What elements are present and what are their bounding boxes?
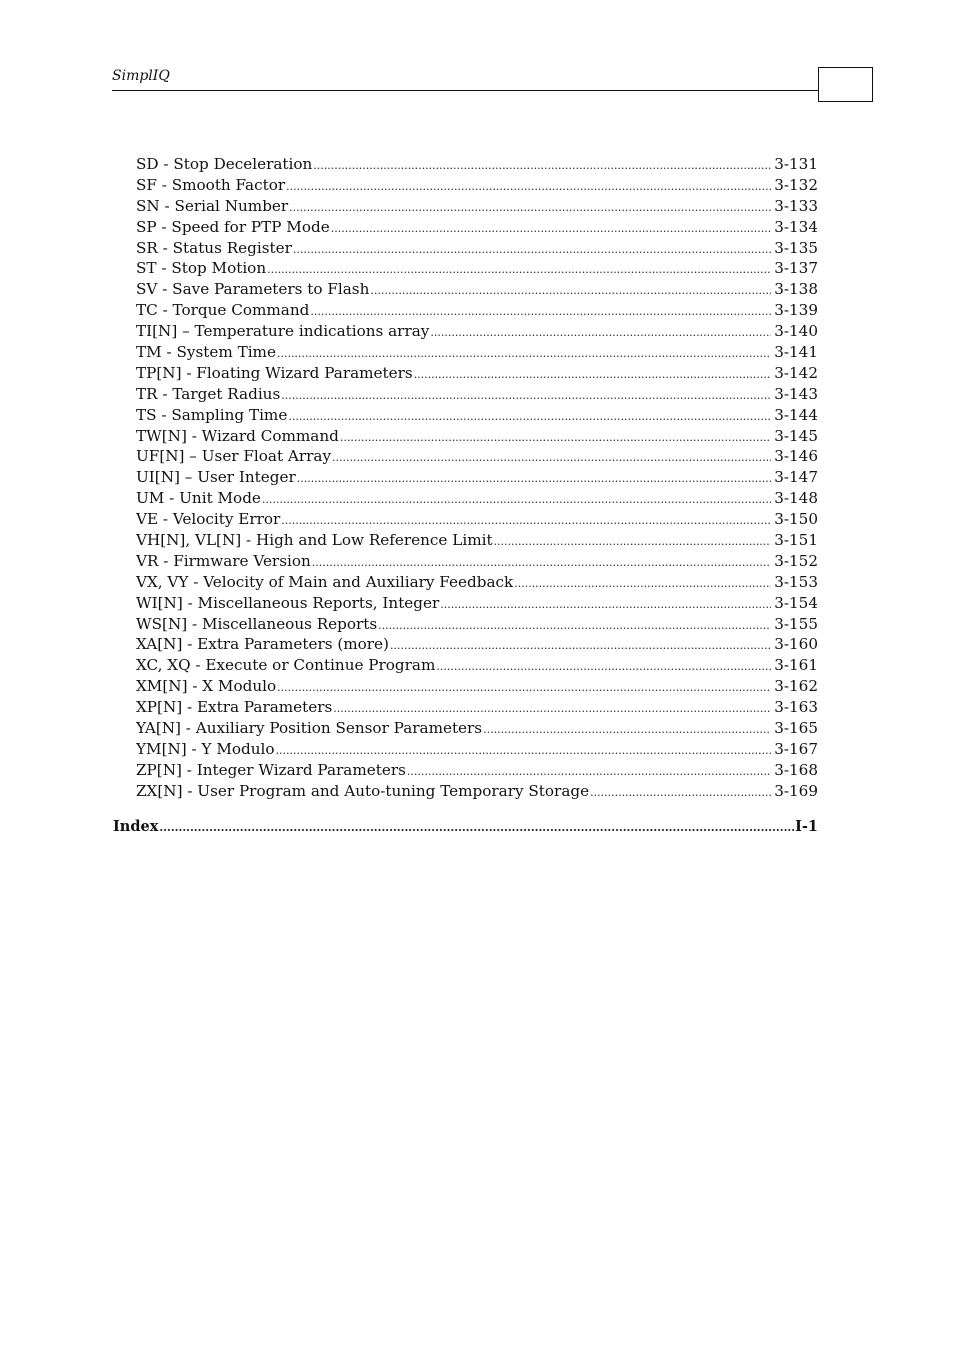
toc-entry[interactable] [136,634,818,655]
toc-entry-page: 3-139 [774,301,818,320]
toc-entry-label: VX, VY - Velocity of Main and Auxiliary Feedback [136,572,514,591]
toc-entry-page: 3-160 [774,635,818,654]
toc-entry[interactable] [136,739,818,760]
toc-entry[interactable] [136,572,818,593]
toc-entry-page: 3-151 [774,531,818,550]
toc-entry-page: 3-169 [774,781,818,800]
toc-entry-page: 3-138 [774,280,818,299]
toc-leader-dots [312,553,771,572]
toc-entry[interactable] [136,781,818,802]
toc-entry[interactable] [136,154,818,175]
toc-entry-page: 3-167 [774,739,818,758]
toc-leader-dots [293,240,771,259]
toc-entry-label: ST - Stop Motion [136,259,267,278]
toc-entry-page: 3-140 [774,322,818,341]
header-rule [112,90,819,91]
toc-entry[interactable] [136,258,818,279]
toc-leader-dots [390,636,771,655]
toc-entry-page: 3-150 [774,510,818,529]
toc-entry[interactable] [136,551,818,572]
toc-entry[interactable] [136,426,818,447]
toc-entry-page: 3-162 [774,677,818,696]
toc-entry-page: 3-142 [774,363,818,382]
toc-entry-label: TW[N] - Wizard Command [136,426,339,445]
toc-entry-label: WS[N] - Miscellaneous Reports [136,614,378,633]
page-number-box [818,67,873,102]
running-header-title: SimplIQ [112,68,170,84]
toc-leader-dots [378,616,771,635]
toc-entry-label: SP - Speed for PTP Mode [136,217,330,236]
toc-entry[interactable] [136,175,818,196]
toc-leader-dots [514,574,771,593]
toc-entry-label: YA[N] - Auxiliary Position Sensor Parameters [136,719,483,738]
toc-entry-label: TS - Sampling Time [136,405,288,424]
toc-leader-dots [277,678,771,697]
toc-entry-label: TR - Target Radius [136,384,281,403]
toc-entry[interactable] [136,363,818,384]
toc-entry[interactable] [136,614,818,635]
toc-entry[interactable] [136,321,818,342]
toc-entry-page: 3-168 [774,760,818,779]
toc-entry-label: UF[N] – User Float Array [136,447,332,466]
toc-leader-dots [331,219,771,238]
toc-entry-label: SR - Status Register [136,238,292,257]
toc-entry-label: XM[N] - X Modulo [136,677,277,696]
toc-leader-dots [310,302,771,321]
toc-entry[interactable] [136,718,818,739]
toc-entry-page: 3-141 [774,343,818,362]
table-of-contents [136,154,818,802]
toc-entry-page: 3-148 [774,489,818,508]
toc-entry-page: 3-152 [774,551,818,570]
toc-entry-page: 3-155 [774,614,818,633]
toc-entry-label: TI[N] – Temperature indications array [136,322,430,341]
toc-leader-dots [297,469,772,488]
toc-leader-dots [281,386,771,405]
toc-entry-label: XP[N] - Extra Parameters [136,698,333,717]
toc-entry[interactable] [136,509,818,530]
toc-entry-page: 3-133 [774,196,818,215]
toc-leader-dots [414,365,772,384]
toc-entry-label: ZX[N] - User Program and Auto-tuning Temporary Storage [136,781,590,800]
toc-entry-label: VH[N], VL[N] - High and Low Reference Limit [136,531,493,550]
toc-leader-dots [277,344,771,363]
toc-leader-dots [340,428,771,447]
toc-leader-dots [276,741,772,760]
toc-leader-dots [332,448,771,467]
toc-leader-dots [313,156,771,175]
toc-entry-page: 3-144 [774,405,818,424]
toc-entry-page: 3-154 [774,593,818,612]
toc-index-entry[interactable] [113,817,818,838]
toc-leader-dots [483,720,771,739]
toc-entry-page: 3-146 [774,447,818,466]
toc-leader-dots [267,260,771,279]
toc-entry-page: 3-135 [774,238,818,257]
toc-entry[interactable] [136,676,818,697]
toc-entry-label: SD - Stop Deceleration [136,155,313,173]
toc-leader-dots [286,177,771,196]
toc-leader-dots [590,783,771,802]
toc-entry-page: 3-131 [774,155,818,173]
toc-entry[interactable] [136,593,818,614]
toc-index-page: I-1 [795,818,818,835]
toc-index-label: Index [113,818,159,835]
toc-entry-page: 3-161 [774,656,818,675]
toc-entry-label: XA[N] - Extra Parameters (more) [136,635,389,654]
toc-entry-label: XC, XQ - Execute or Continue Program [136,656,436,675]
toc-entry-page: 3-163 [774,698,818,717]
toc-entry-page: 3-134 [774,217,818,236]
toc-entry[interactable] [136,196,818,217]
toc-entry-label: SN - Serial Number [136,196,289,215]
toc-leader-dots [333,699,771,718]
toc-leader-dots [281,511,771,530]
toc-entry-label: UM - Unit Mode [136,489,261,508]
toc-entry-page: 3-145 [774,426,818,445]
toc-leader-dots [159,818,794,838]
toc-leader-dots [262,490,771,509]
toc-leader-dots [370,281,771,300]
toc-entry-label: TM - System Time [136,343,276,362]
toc-entry[interactable] [136,217,818,238]
toc-leader-dots [440,595,771,614]
toc-entry[interactable] [136,488,818,509]
toc-entry-label: SF - Smooth Factor [136,175,286,194]
toc-entry[interactable] [136,238,818,259]
toc-entry[interactable] [136,279,818,300]
toc-entry-label: SV - Save Parameters to Flash [136,280,370,299]
toc-entry-label: VR - Firmware Version [136,551,311,570]
toc-entry-page: 3-147 [774,468,818,487]
toc-entry[interactable] [136,530,818,551]
toc-entry[interactable] [136,655,818,676]
toc-leader-dots [407,762,771,781]
toc-leader-dots [430,323,771,342]
toc-entry-label: ZP[N] - Integer Wizard Parameters [136,760,406,779]
toc-entry[interactable] [136,467,818,488]
toc-leader-dots [436,657,771,676]
toc-entry-page: 3-137 [774,259,818,278]
toc-entry[interactable] [136,300,818,321]
toc-entry-page: 3-132 [774,175,818,194]
toc-entry[interactable] [136,342,818,363]
toc-entry[interactable] [136,384,818,405]
toc-leader-dots [494,532,772,551]
toc-entry-label: TP[N] - Floating Wizard Parameters [136,363,413,382]
toc-entry-label: TC - Torque Command [136,301,310,320]
toc-entry[interactable] [136,405,818,426]
toc-entry[interactable] [136,697,818,718]
toc-entry[interactable] [136,760,818,781]
toc-entry-label: WI[N] - Miscellaneous Reports, Integer [136,593,440,612]
toc-entry-label: YM[N] - Y Modulo [136,739,275,758]
toc-entry-label: UI[N] – User Integer [136,468,296,487]
toc-entry-label: VE - Velocity Error [136,510,281,529]
toc-entry-page: 3-143 [774,384,818,403]
toc-entry-page: 3-153 [774,572,818,591]
toc-entry-page: 3-165 [774,719,818,738]
toc-leader-dots [288,407,771,426]
toc-entry[interactable] [136,446,818,467]
toc-leader-dots [289,198,771,217]
